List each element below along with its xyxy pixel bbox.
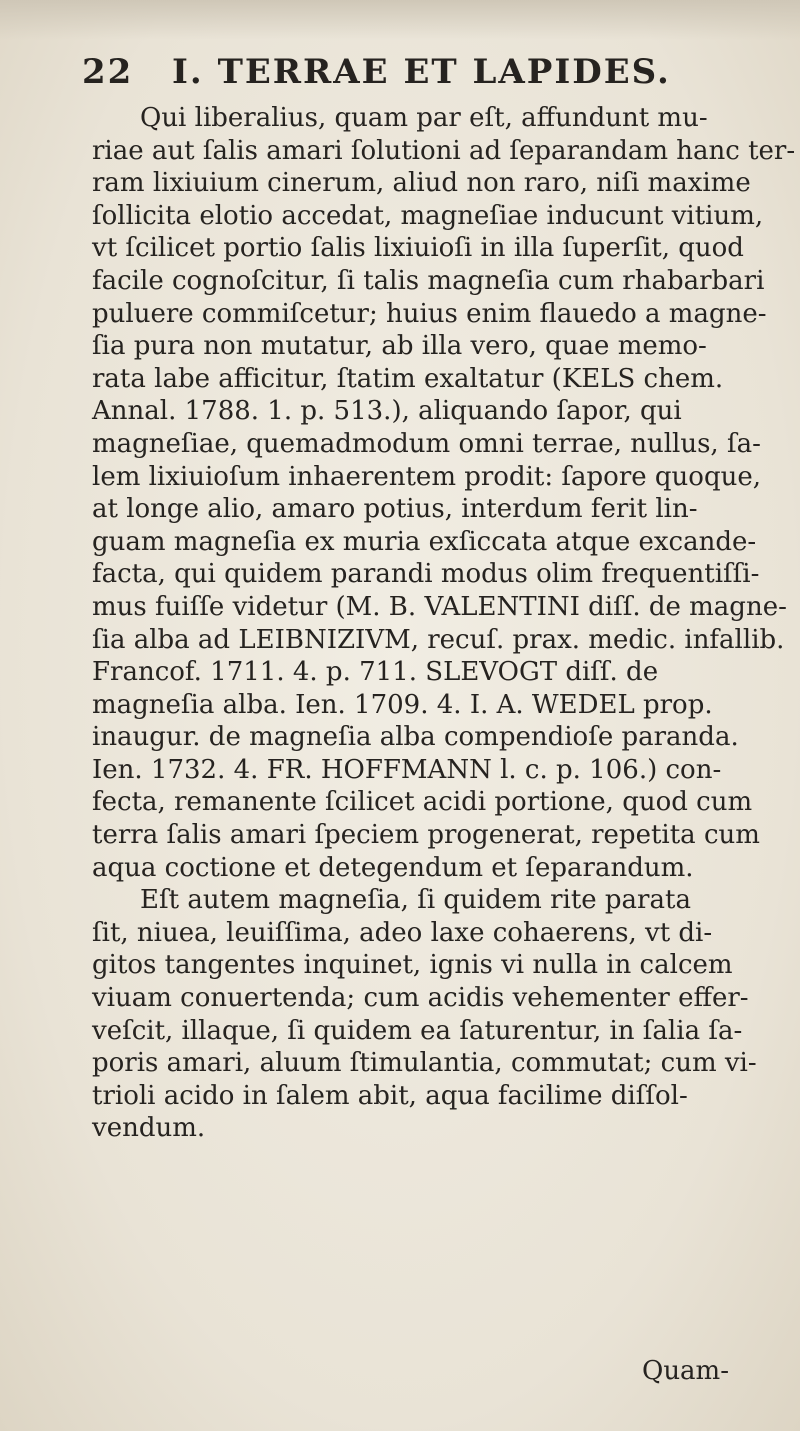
text-line: viuam conuertenda; cum acidis vehementer effer-	[92, 983, 749, 1014]
text-line: veſcit, illaque, ſi quidem ea ſaturentur, in ſalia ſa-	[92, 1015, 743, 1046]
catchword: Quam-	[642, 1356, 730, 1386]
text-line: puluere commiſcetur; huius enim flauedo a magne-	[92, 298, 767, 329]
text-line: ſollicita elotio accedat, magneſiae inducunt vitium,	[92, 200, 764, 231]
text-line: vt ſcilicet portio ſalis lixiuioſi in illa ſuperſit, quod	[92, 233, 744, 264]
text-line: fecta, remanente ſcilicet acidi portione, quod cum	[92, 787, 753, 818]
text-line: Eſt autem magneſia, ſi quidem rite parata	[140, 885, 691, 916]
text-line: aqua coctione et detegendum et ſeparandum.	[92, 852, 694, 883]
text-line: rata labe afficitur, ſtatim exaltatur (KELS chem.	[92, 363, 724, 394]
text-line: facta, qui quidem parandi modus olim frequentiſſi-	[92, 559, 760, 590]
text-line: poris amari, aluum ſtimulantia, commutat; cum vi-	[92, 1048, 757, 1079]
text-line: terra ſalis amari ſpeciem progenerat, repetita cum	[92, 820, 760, 851]
text-line: Annal. 1788. 1. p. 513.), aliquando ſapor, qui	[92, 396, 682, 427]
text-line: ſit, niuea, leuiſſima, adeo laxe cohaerens, vt di-	[92, 917, 713, 948]
page-header	[82, 52, 762, 96]
text-line: Francof. 1711. 4. p. 711. SLEVOGT diſſ. de	[92, 657, 659, 688]
text-line: ram lixiuium cinerum, aliud non raro, niſi maxime	[92, 168, 751, 199]
text-line: Qui liberalius, quam par eſt, affundunt mu-	[140, 103, 708, 133]
text-line: guam magneſia ex muria exſiccata atque excande-	[92, 526, 757, 557]
text-line: magneſiae, quemadmodum omni terrae, nullus, ſa-	[92, 428, 761, 459]
text-line: inaugur. de magneſia alba compendioſe paranda.	[92, 722, 739, 753]
text-line: at longe alio, amaro potius, interdum ferit lin-	[92, 494, 698, 525]
text-line: ſia alba ad LEIBNIZIVM, recuſ. prax. medic. infallib.	[92, 624, 785, 655]
text-line: ſia pura non mutatur, ab illa vero, quae memo-	[92, 331, 707, 362]
text-line: trioli acido in ſalem abit, aqua facilime diſſol-	[92, 1080, 688, 1111]
text-line: magneſia alba. Ien. 1709. 4. I. A. WEDEL prop.	[92, 689, 713, 720]
text-line: riae aut ſalis amari ſolutioni ad ſeparandam hanc ter-	[92, 135, 796, 166]
text-line: Ien. 1732. 4. FR. HOFFMANN l. c. p. 106.) con-	[92, 754, 722, 785]
running-title: I. TERRAE ET LAPIDES.	[172, 52, 671, 92]
bleed-through-shadow	[0, 0, 800, 40]
text-line: lem lixiuioſum inhaerentem prodit: ſapore quoque,	[92, 461, 761, 492]
text-line: mus fuiſſe videtur (M. B. VALENTINI diſſ. de magne-	[92, 591, 787, 622]
body-text	[92, 102, 796, 1145]
text-line: vendum.	[92, 1113, 206, 1144]
text-line: facile cognoſcitur, ſi talis magneſia cum rhabarbari	[92, 265, 765, 296]
text-line: gitos tangentes inquinet, ignis vi nulla in calcem	[92, 950, 733, 981]
page-number: 22	[82, 52, 134, 92]
